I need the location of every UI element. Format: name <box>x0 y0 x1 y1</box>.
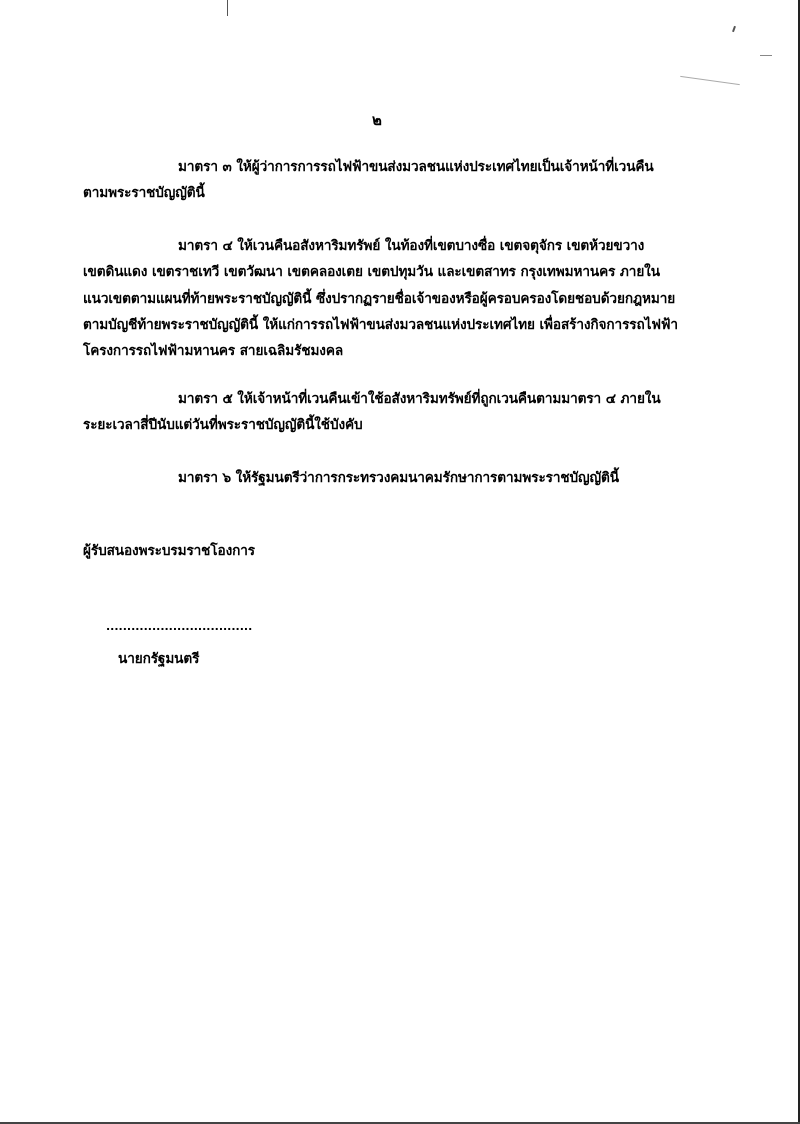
section-3-line-2: ตามพระราชบัญญัตินี้ <box>83 185 205 201</box>
section-3-line-1: มาตรา ๓ ให้ผู้ว่าการการรถไฟฟ้าขนส่งมวลชนแห่งประเทศไทยเป็นเจ้าหน้าที่เวนคืน <box>178 159 654 175</box>
scan-mark-top <box>227 0 228 16</box>
section-4-line-4: ตามบัญชีท้ายพระราชบัญญัตินี้ ให้แก่การรถไฟฟ้าขนส่งมวลชนแห่งประเทศไทย เพื่อสร้างกิจการรถไฟฟ้า <box>83 317 678 333</box>
section-4-line-5: โครงการรถไฟฟ้ามหานคร สายเฉลิมรัชมงคล <box>83 343 344 359</box>
section-6-line-1: มาตรา ๖ ให้รัฐมนตรีว่าการกระทรวงคมนาคมรักษาการตามพระราชบัญญัตินี้ <box>178 470 619 486</box>
signature-title: นายกรัฐมนตรี <box>118 651 200 667</box>
countersign-label: ผู้รับสนองพระบรมราชโองการ <box>83 543 255 559</box>
section-4-line-2: เขตดินแดง เขตราชเทวี เขตวัฒนา เขตคลองเตย เขตปทุมวัน และเขตสาทร กรุงเทพมหานคร ภายใน <box>83 264 660 280</box>
scan-mark-tick <box>732 26 736 32</box>
scan-mark-line <box>680 76 740 85</box>
scan-mark-dash <box>760 55 772 56</box>
page-number: ๒ <box>372 111 382 129</box>
section-4-line-3: แนวเขตตามแผนที่ท้ายพระราชบัญญัตินี้ ซึ่งปรากฏรายชื่อเจ้าของหรือผู้ครอบครองโดยชอบด้วยกฎหมาย <box>83 291 676 307</box>
section-5-line-2: ระยะเวลาสี่ปีนับแต่วันที่พระราชบัญญัตินี้ใช้บังคับ <box>83 417 363 433</box>
section-4-line-1: มาตรา ๔ ให้เวนคืนอสังหาริมทรัพย์ ในท้องที่เขตบางซื่อ เขตจตุจักร เขตห้วยขวาง <box>178 238 645 254</box>
section-5-line-1: มาตรา ๕ ให้เจ้าหน้าที่เวนคืนเข้าใช้อสังหาริมทรัพย์ที่ถูกเวนคืนตามมาตรา ๔ ภายใน <box>178 391 661 407</box>
signature-dots: ................................... <box>106 620 253 633</box>
